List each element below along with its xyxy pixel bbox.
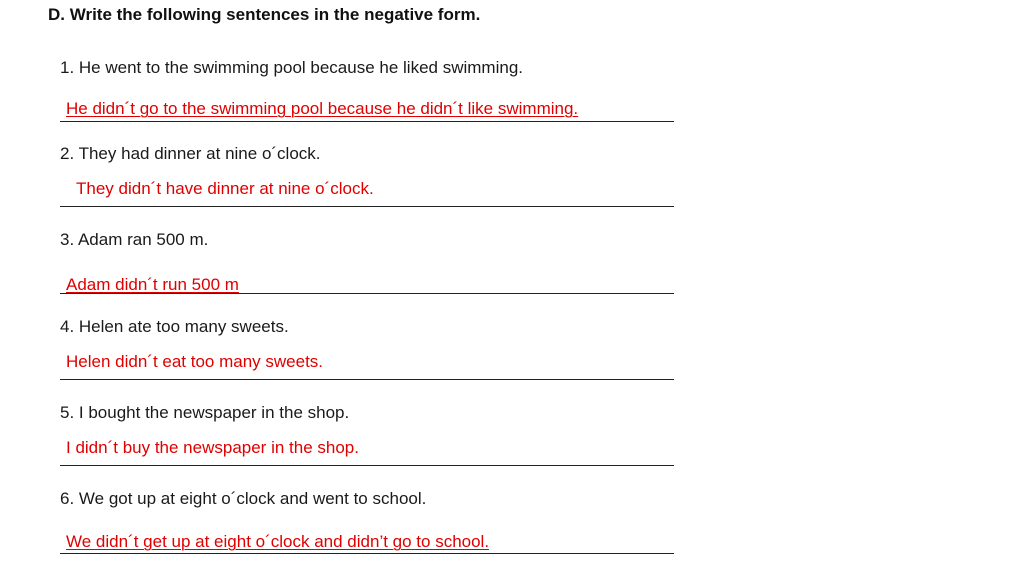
answer-line-6 xyxy=(60,553,674,554)
question-3: 3. Adam ran 500 m. xyxy=(60,230,209,249)
answer-line-2 xyxy=(60,206,674,207)
answer-6[interactable]: We didn´t get up at eight o´clock and didn’t go to school. xyxy=(66,532,490,551)
question-5: 5. I bought the newspaper in the shop. xyxy=(60,403,350,422)
exercise-heading: D. Write the following sentences in the negative form. xyxy=(48,5,481,24)
answer-line-5 xyxy=(60,465,674,466)
answer-2[interactable]: They didn´t have dinner at nine o´clock. xyxy=(76,179,374,198)
answer-3[interactable]: Adam didn´t run 500 m xyxy=(66,275,239,294)
answer-line-1 xyxy=(60,121,674,122)
answer-1[interactable]: He didn´t go to the swimming pool because he didn´t like swimming. xyxy=(66,99,579,118)
answer-4[interactable]: Helen didn´t eat too many sweets. xyxy=(66,352,324,371)
answer-line-4 xyxy=(60,379,674,380)
answer-5[interactable]: I didn´t buy the newspaper in the shop. xyxy=(66,438,359,457)
question-1: 1. He went to the swimming pool because he liked swimming. xyxy=(60,58,523,77)
question-2: 2. They had dinner at nine o´clock. xyxy=(60,144,321,163)
question-6: 6. We got up at eight o´clock and went to school. xyxy=(60,489,427,508)
question-4: 4. Helen ate too many sweets. xyxy=(60,317,289,336)
answer-line-3 xyxy=(60,293,674,294)
